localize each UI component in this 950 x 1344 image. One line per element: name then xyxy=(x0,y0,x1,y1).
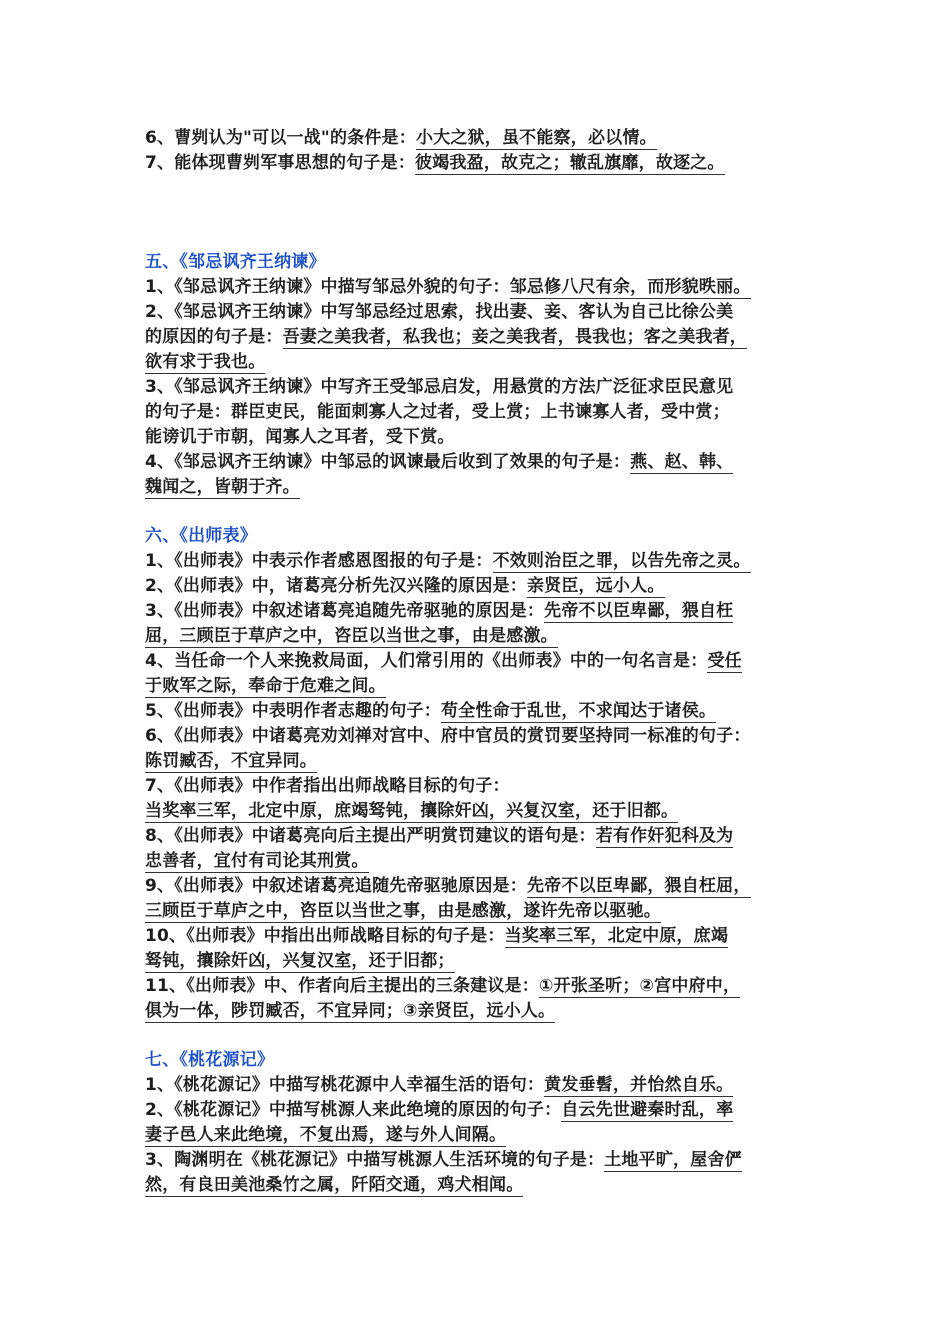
question-item xyxy=(145,126,825,151)
answer-text: 黄发垂髫，并怡然自乐。 xyxy=(544,1075,734,1095)
question-item xyxy=(145,151,825,176)
answer-text: 屈，三顾臣于草庐之中，咨臣以当世之事，由是感激。 xyxy=(145,626,558,646)
answer-text: 陈罚臧否，不宜异同。 xyxy=(145,751,317,771)
question-item xyxy=(145,325,825,350)
question-item xyxy=(145,899,825,924)
answer-text: 亲贤臣，远小人。 xyxy=(526,576,665,596)
answer-text: 魏闻之，皆朝于齐。 xyxy=(145,477,300,497)
answer-text: 俱为一体，陟罚臧否，不宜异同；③亲贤臣，远小人。 xyxy=(145,1001,556,1021)
answer-text: 驽钝，攘除奸凶，兴复汉室，还于旧都； xyxy=(145,951,455,971)
question-item xyxy=(145,450,825,475)
question-item xyxy=(145,1098,825,1123)
question-text: 7、能体现曹刿军事思想的句子是： xyxy=(145,153,416,173)
answer-text: 吾妻之美我者，私我也；妾之美我者，畏我也；客之美我者， xyxy=(282,327,748,347)
question-item xyxy=(145,649,825,674)
question-text: 10、《出师表》中指出出师战略目标的句子是： xyxy=(145,926,505,946)
question-text: 1、《出师表》中表示作者感恩图报的句子是： xyxy=(145,551,493,571)
question-item xyxy=(145,999,825,1024)
question-item xyxy=(145,824,825,849)
question-item xyxy=(145,1148,825,1173)
question-item xyxy=(145,475,825,500)
question-item xyxy=(145,799,825,824)
question-text: 6、曹刿认为"可以一战"的条件是： xyxy=(145,128,416,148)
question-text: 3、《邹忌讽齐王纳谏》中写齐王受邹忌启发，用悬赏的方法广泛征求臣民意见 xyxy=(145,377,734,397)
answer-text: 邹忌修八尺有余，而形貌昳丽。 xyxy=(509,277,751,297)
question-text: 5、《出师表》中表明作者志趣的句子： xyxy=(145,701,441,721)
question-text: 6、《出师表》中诸葛亮劝刘禅对宫中、府中官员的赏罚要坚持同一标准的句子： xyxy=(145,726,751,746)
answer-text: 妻子邑人来此绝境，不复出焉，遂与外人间隔。 xyxy=(145,1125,507,1145)
question-text: 的句子是：群臣吏民，能面刺寡人之过者，受上赏；上书谏寡人者，受中赏； xyxy=(145,402,730,422)
question-item xyxy=(145,699,825,724)
question-text: 的原因的句子是： xyxy=(145,327,283,347)
question-text: 能谤讥于市朝，闻寡人之耳者，受下赏。 xyxy=(145,427,455,447)
question-text: 4、当任命一个人来挽救局面，人们常引用的《出师表》中的一句名言是： xyxy=(145,651,708,671)
question-text: 3、陶渊明在《桃花源记》中描写桃源人生活环境的句子是： xyxy=(145,1150,605,1170)
answer-text: 先帝不以臣卑鄙，猥自枉屈， xyxy=(526,876,751,896)
section-heading: 七、《桃花源记》 xyxy=(145,1050,275,1070)
answer-text: 若有作奸犯科及为 xyxy=(595,826,734,846)
answer-text: 受任 xyxy=(707,651,742,671)
question-text: 7、《出师表》中作者指出出师战略目标的句子： xyxy=(145,776,510,796)
question-text: 4、《邹忌讽齐王纳谏》中邹忌的讽谏最后收到了效果的句子是： xyxy=(145,452,631,472)
answer-text: 当奖率三军，北定中原，庶竭驽钝，攘除奸凶，兴复汉室，还于旧都。 xyxy=(145,801,679,821)
answer-text: 然，有良田美池桑竹之属，阡陌交通，鸡犬相闻。 xyxy=(145,1175,524,1195)
question-item xyxy=(145,350,825,375)
question-text: 3、《出师表》中叙述诸葛亮追随先帝驱驰的原因是： xyxy=(145,601,545,621)
answer-text: 于败军之际，奉命于危难之间。 xyxy=(145,676,386,696)
question-text: 9、《出师表》中叙述诸葛亮追随先帝驱驰原因是： xyxy=(145,876,527,896)
answer-text: 不效则治臣之罪，以告先帝之灵。 xyxy=(492,551,751,571)
answer-text: 欲有求于我也。 xyxy=(145,352,266,372)
answer-text: 忠善者，宜付有司论其刑赏。 xyxy=(145,851,369,871)
answer-text: 燕、赵、韩、 xyxy=(630,452,734,472)
answer-text: 先帝不以臣卑鄙，猥自枉 xyxy=(544,601,734,621)
section-heading: 五、《邹忌讽齐王纳谏》 xyxy=(145,252,326,272)
section-heading: 六、《出师表》 xyxy=(145,526,257,546)
answer-text: 彼竭我盈，故克之；辙乱旗靡，故逐之。 xyxy=(415,153,725,173)
question-text: 2、《出师表》中，诸葛亮分析先汉兴隆的原因是： xyxy=(145,576,527,596)
answer-text: 三顾臣于草庐之中，咨臣以当世之事，由是感激，遂许先帝以驱驰。 xyxy=(145,901,661,921)
question-item xyxy=(145,924,825,949)
question-text: 11、《出师表》中、作者向后主提出的三条建议是： xyxy=(145,976,539,996)
question-text: 1、《桃花源记》中描写桃花源中人幸福生活的语句： xyxy=(145,1075,545,1095)
document-page xyxy=(145,126,825,1198)
question-text: 2、《邹忌讽齐王纳谏》中写邹忌经过思索，找出妻、妾、客认为自己比徐公美 xyxy=(145,302,734,322)
question-item xyxy=(145,1073,825,1098)
question-item xyxy=(145,574,825,599)
question-item xyxy=(145,275,825,300)
question-item xyxy=(145,599,825,624)
answer-text: 当奖率三军，北定中原，庶竭 xyxy=(504,926,729,946)
question-item xyxy=(145,674,825,699)
question-item xyxy=(145,1123,825,1148)
question-item xyxy=(145,974,825,999)
answer-text: 自云先世避秦时乱，率 xyxy=(561,1100,734,1120)
answer-text: 苟全性命于乱世，不求闻达于诸侯。 xyxy=(440,701,717,721)
answer-text: 土地平旷，屋舍俨 xyxy=(604,1150,742,1170)
question-text: 1、《邹忌讽齐王纳谏》中描写邹忌外貌的句子： xyxy=(145,277,510,297)
question-item xyxy=(145,1173,825,1198)
question-item xyxy=(145,849,825,874)
answer-text: ①开张圣听；②宫中府中， xyxy=(538,976,741,996)
question-item xyxy=(145,949,825,974)
question-text: 2、《桃花源记》中描写桃源人来此绝境的原因的句子： xyxy=(145,1100,562,1120)
question-item xyxy=(145,749,825,774)
question-item xyxy=(145,624,825,649)
question-item xyxy=(145,549,825,574)
question-item xyxy=(145,874,825,899)
answer-text: 小大之狱，虽不能察，必以情。 xyxy=(415,128,657,148)
question-text: 8、《出师表》中诸葛亮向后主提出严明赏罚建议的语句是： xyxy=(145,826,596,846)
